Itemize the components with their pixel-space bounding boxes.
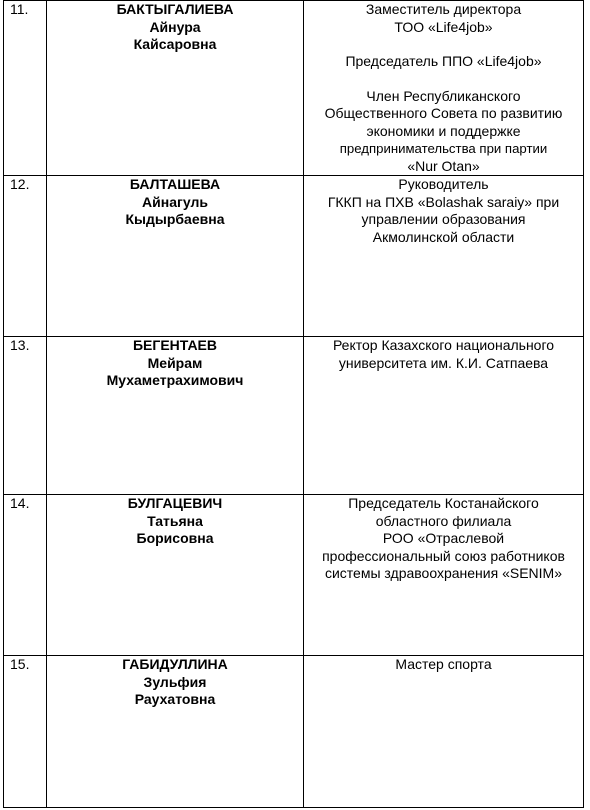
member-surname: БУЛГАЦЕВИЧ <box>127 495 223 511</box>
member-surname: БАЛТАШЕВА <box>129 176 221 192</box>
position-block <box>304 656 583 674</box>
member-patronymic: Кыдырбаевна <box>125 211 225 227</box>
member-patronymic: Кайсаровна <box>133 36 217 52</box>
table-row <box>4 176 584 337</box>
member-name <box>47 337 304 495</box>
position-line: Председатель Костанайского <box>348 495 539 511</box>
member-position <box>304 495 584 656</box>
row-number: 11. <box>4 1 47 176</box>
table-row <box>4 495 584 656</box>
row-number: 12. <box>4 176 47 337</box>
position-line: ТОО «Life4job» <box>394 18 493 35</box>
position-line: университета им. К.И. Сатпаева <box>338 354 549 371</box>
position-line: экономики и поддержке <box>366 122 521 139</box>
member-name <box>47 656 304 808</box>
position-line: предпринимательства при партии <box>339 141 548 156</box>
position-line: Акмолинской области <box>372 228 515 245</box>
member-patronymic: Борисовна <box>136 530 214 546</box>
members-table <box>3 0 584 808</box>
table-row <box>4 656 584 808</box>
position-line: Общественного Совета по развитию <box>324 105 563 121</box>
position-block <box>304 176 583 246</box>
member-first-name: Айнагуль <box>142 193 208 210</box>
position-line: Мастер спорта <box>395 656 492 672</box>
position-block <box>304 337 583 372</box>
member-name <box>47 1 304 176</box>
position-line: Руководитель <box>398 176 489 192</box>
position-line: системы здравоохранения «SENIM» <box>324 565 562 581</box>
position-block <box>304 88 583 176</box>
member-position <box>304 656 584 808</box>
position-line: ГККП на ПХВ «Bolashak saraiy» при <box>327 193 560 210</box>
member-patronymic: Мухаметрахимович <box>106 372 244 388</box>
position-line: областного филиала <box>375 512 512 529</box>
position-block <box>304 1 583 36</box>
member-first-name: Зульфия <box>143 673 207 690</box>
position-line: Ректор Казахского национального <box>332 337 555 353</box>
member-patronymic: Раухатовна <box>134 691 216 707</box>
position-line: управлении образования <box>361 211 526 227</box>
row-number: 13. <box>4 337 47 495</box>
position-line: Заместитель директора <box>365 1 522 17</box>
member-position <box>304 1 584 176</box>
position-block <box>304 53 583 71</box>
member-first-name: Татьяна <box>147 512 203 529</box>
position-line: профессиональный союз работников <box>322 547 565 564</box>
position-line: РОО «Отраслевой <box>382 530 505 546</box>
row-number: 15. <box>4 656 47 808</box>
member-surname: БАКТЫГАЛИЕВА <box>116 1 234 17</box>
row-number: 14. <box>4 495 47 656</box>
position-line: «Nur Otan» <box>407 157 480 174</box>
table-row <box>4 1 584 176</box>
member-first-name: Мейрам <box>147 354 203 371</box>
position-block <box>304 495 583 583</box>
member-position <box>304 176 584 337</box>
member-name <box>47 176 304 337</box>
position-line: Член Республиканского <box>366 87 521 104</box>
member-surname: ГАБИДУЛЛИНА <box>122 656 228 672</box>
member-position <box>304 337 584 495</box>
member-first-name: Айнура <box>149 18 201 35</box>
member-surname: БЕГЕНТАЕВ <box>132 337 217 353</box>
members-table-body <box>4 1 584 808</box>
member-name <box>47 495 304 656</box>
table-row <box>4 337 584 495</box>
position-line: Председатель ППО «Life4job» <box>345 53 542 69</box>
